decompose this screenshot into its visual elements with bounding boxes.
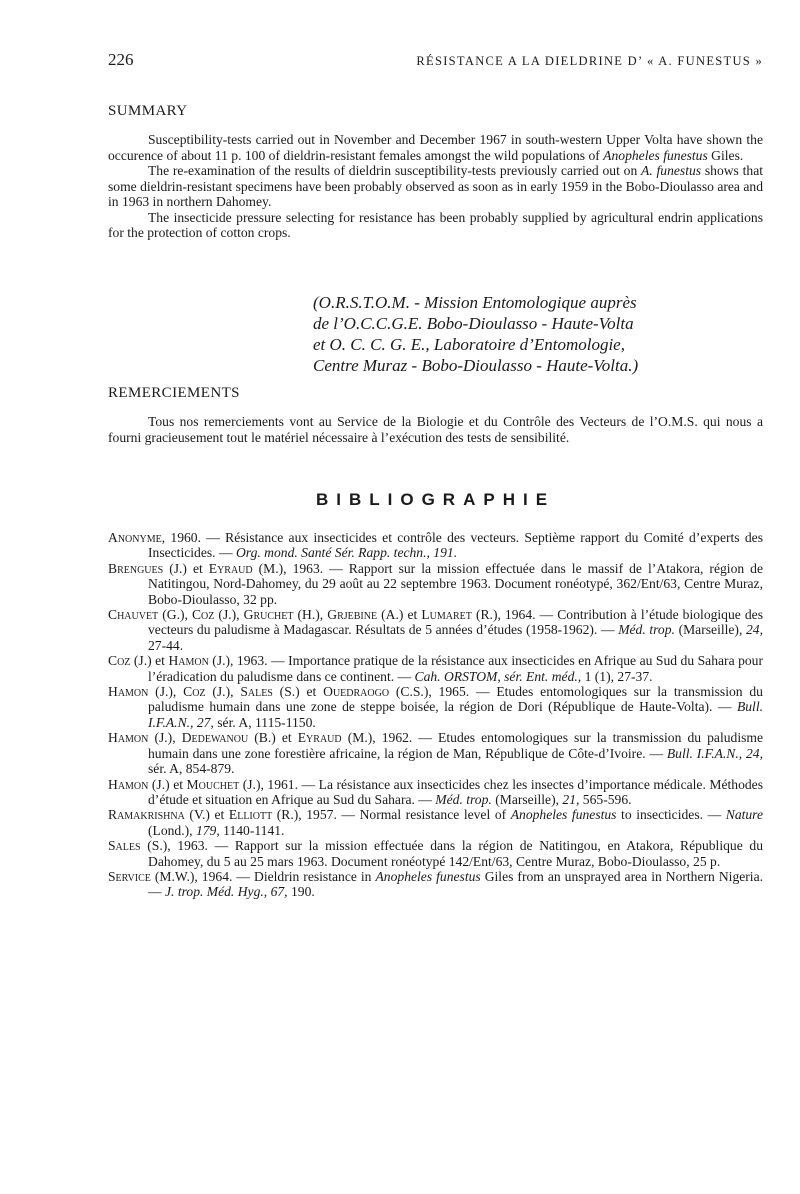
author: Hamon	[108, 730, 149, 746]
ref-text: to insecticides. —	[616, 807, 726, 823]
reference-list	[108, 530, 763, 900]
author: Chauvet	[108, 607, 159, 623]
ref-text: , 1960. — Résistance aux insecticides et contrôle des vecteurs. Septième rapport du Comité d’experts des Insecticides. —	[148, 530, 763, 561]
reference-item	[108, 530, 763, 561]
reference-item	[108, 838, 763, 869]
ref-text: (H.),	[293, 607, 328, 623]
ref-text: (J.) et	[130, 653, 169, 669]
ref-text: (B.) et	[248, 730, 298, 746]
ref-text: (J.),	[148, 730, 182, 746]
reference-item	[108, 777, 763, 808]
ref-text: (J.), 1963. — Importance pratique de la résistance aux insecticides en Afrique au Sud du Sahara pour l’éradication du paludisme dans ce continent. —	[148, 653, 764, 684]
page-number: 226	[108, 50, 134, 69]
ref-text: (J.), 1961. — La résistance aux insecticides chez les insectes d’importance médicale. Méthodes d’étude et situation en Afrique au Sud du Sahara. —	[148, 776, 764, 807]
summary-text: The re-examination of the results of dieldrin susceptibility-tests previously carried out on	[148, 163, 642, 178]
summary-paragraph: The insecticide pressure selecting for resistance has been probably supplied by agricultural endrin applications for the protection of cotton crops.	[108, 209, 763, 240]
ref-text: (G.),	[158, 607, 192, 623]
author: Lumaret	[421, 607, 472, 623]
ref-text: 190.	[287, 884, 315, 900]
ref-text: (J.) et	[148, 776, 187, 792]
species-name: Anopheles funestus	[375, 868, 481, 884]
author: Hamon	[168, 653, 209, 669]
ref-text: (R.), 1957. — Normal resistance level of	[272, 807, 511, 823]
ref-text: 1140-1141.	[219, 822, 285, 838]
journal-volume: 179,	[195, 822, 220, 838]
ref-text: (M.), 1963. — Rapport sur la mission effectuée dans le massif de l’Atakora, région de Natitingou, Nord-Dahomey, du 29 août au 22 septembre 1963. Document ronéotypé, 362/Ent/63, Centre Muraz, Bobo-Dioulasso, 32 pp.	[148, 560, 763, 607]
species-name: A. funestus	[641, 163, 702, 178]
ref-text: 27-44.	[148, 637, 184, 653]
summary-body	[108, 132, 763, 241]
author: Coz	[108, 653, 131, 669]
author: Eyraud	[208, 560, 253, 576]
ref-text: 1 (1), 27-37.	[581, 668, 653, 684]
journal: Bull. I.F.A.N., 24,	[666, 745, 763, 761]
ref-text: (R.), 1964. — Contribution à l’étude biologique des vecteurs du paludisme à Madagascar. Résultats de 5 années d’études (1958-1962). —	[148, 607, 763, 638]
affiliation-line: de l’O.C.C.G.E. Bobo-Dioulasso - Haute-Volta	[313, 314, 634, 333]
summary-text: Susceptibility-tests carried out in November and December 1967 in south-western Upper Volta have shown the occurence of about 11 p. 100 of dieldrin-resistant females amongst the wild populations of	[108, 132, 763, 163]
author: Hamon	[108, 776, 149, 792]
reference-item	[108, 807, 763, 838]
bibliography-title: BIBLIOGRAPHIE	[315, 490, 556, 509]
author: Eyraud	[297, 730, 342, 746]
author: Service	[108, 868, 151, 884]
author: Coz	[191, 607, 215, 623]
ref-text: (Lond.),	[148, 822, 196, 838]
author: Hamon	[108, 684, 149, 700]
ref-text: (J.),	[205, 684, 241, 700]
affiliation	[313, 292, 763, 376]
author: Sales	[108, 838, 141, 854]
ref-text: sér. A, 854-879.	[148, 761, 235, 777]
acknowledgements-heading: REMERCIEMENTS	[108, 385, 240, 401]
affiliation-line: (O.R.S.T.O.M. - Mission Entomologique auprès	[313, 293, 637, 312]
reference-item	[108, 653, 763, 684]
ref-text: (Marseille),	[491, 791, 563, 807]
journal-volume: 21,	[562, 791, 580, 807]
reference-item	[108, 607, 763, 653]
running-title: RÉSISTANCE A LA DIELDRINE D’ « A. FUNESTUS »	[416, 54, 763, 68]
journal: Bull. I.F.A.N., 27,	[148, 699, 763, 730]
author: Coz	[183, 684, 206, 700]
author: Grjebine	[327, 607, 378, 623]
author: Mouchet	[186, 776, 240, 792]
summary-paragraph	[108, 132, 763, 163]
reference-item	[108, 869, 763, 900]
summary-paragraph	[108, 163, 763, 210]
summary-text: Giles.	[707, 147, 744, 163]
ref-text: (S.), 1963. — Rapport sur la mission effectuée dans la région de Natitingou, en Atakora, République du Dahomey, du 5 au 25 mars 1963. Document ronéotypé 142/Ent/63, Centre Muraz, Bobo-Dioulasso, 25 p.	[140, 838, 763, 869]
acknowledgements-paragraph: Tous nos remerciements vont au Service de la Biologie et du Contrôle des Vecteurs de l’O.M.S. qui nous a fourni gracieusement tout le matériel nécessaire à l’exécution des tests de sensibilité.	[108, 414, 763, 445]
journal: Méd. trop.	[618, 622, 675, 638]
species-name: Anopheles funestus	[510, 807, 617, 823]
ref-text: (M.W.), 1964. — Dieldrin resistance in	[150, 868, 376, 884]
ref-text: 565-596.	[579, 791, 632, 807]
ref-text: (Marseille),	[674, 622, 746, 638]
journal: Cah. ORSTOM, sér. Ent. méd.,	[414, 668, 582, 684]
author: Dedewanou	[181, 730, 249, 746]
journal: Nature	[725, 807, 764, 823]
ref-text: (C.S.), 1965. — Etudes entomologiques sur la transmission du paludisme humain dans une zone de steppe boisée, la région de Dori (République de Haute-Volta). —	[148, 684, 763, 715]
reference-item	[108, 730, 763, 776]
ref-text: (S.) et	[272, 684, 324, 700]
journal: J. trop. Méd. Hyg., 67,	[165, 884, 288, 900]
author: Anonyme	[108, 530, 162, 545]
ref-text: (A.) et	[377, 607, 422, 623]
author: Sales	[240, 684, 273, 700]
reference-item	[108, 561, 763, 607]
journal: Org. mond. Santé Sér. Rapp. techn., 191.	[235, 545, 458, 561]
author: Elliott	[228, 807, 273, 823]
author: Ramakrishna	[108, 807, 185, 823]
author: Gruchet	[243, 607, 294, 623]
reference-item	[108, 684, 763, 730]
page-header	[108, 50, 763, 70]
ref-text: (J.) et	[163, 560, 209, 576]
species-name: Anopheles funestus	[603, 147, 708, 163]
journal: Méd. trop.	[435, 791, 492, 807]
summary-heading: SUMMARY	[108, 103, 188, 119]
journal-volume: 24,	[746, 622, 763, 638]
author: Brengues	[108, 560, 164, 576]
ref-text: (J.),	[148, 684, 184, 700]
ref-text: (J.),	[214, 607, 244, 623]
affiliation-line: Centre Muraz - Bobo-Dioulasso - Haute-Volta.)	[313, 356, 639, 375]
author: Ouedraogo	[323, 684, 390, 700]
ref-text: sér. A, 1115-1150.	[213, 714, 316, 730]
ref-text: Giles from an unsprayed area in Northern Nigeria. —	[148, 868, 764, 900]
affiliation-line: et O. C. C. G. E., Laboratoire d’Entomologie,	[313, 335, 625, 354]
ref-text: (V.) et	[184, 807, 229, 823]
acknowledgements-body	[108, 414, 763, 445]
ref-text: (M.), 1962. — Etudes entomologiques sur la transmission du paludisme humain dans une zone forestière africaine, la région de Man, République de Côte-d’Ivoire. —	[148, 730, 763, 761]
summary-text: shows that some dieldrin-resistant specimens have been probably observed as soon as in early 1959 in the Bobo-Dioulasso area and in 1963 in northern Dahomey.	[108, 163, 764, 209]
